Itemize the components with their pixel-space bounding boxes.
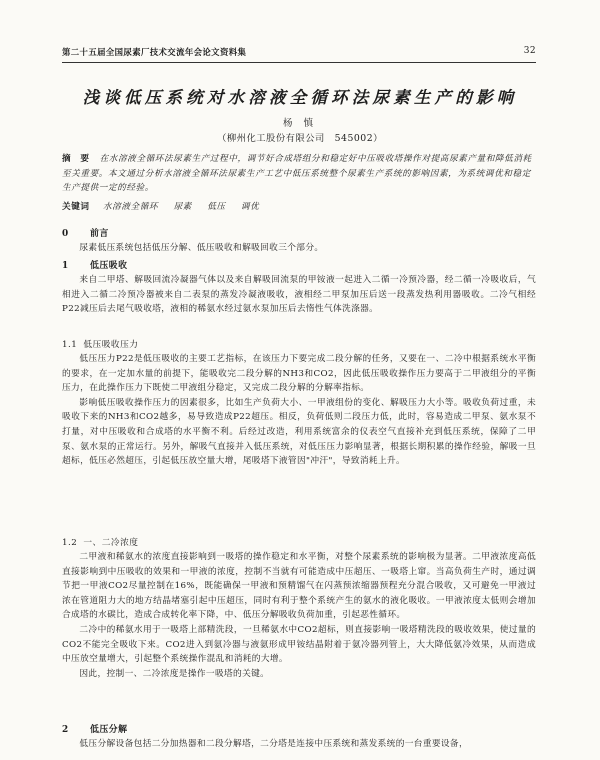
subsection-title: 低压吸收压力 xyxy=(83,340,139,350)
running-head xyxy=(62,46,536,63)
paragraph: 尿素低压系统包括低压分解、低压吸收和解吸回收三个部分。 xyxy=(79,243,324,253)
subsection-number: 1.1 xyxy=(62,340,78,350)
paragraph: 二冷中的稀氨水用于一吸塔上部精洗段，一旦稀氨水中CO2超标，则直接影响一吸塔精洗段的吸收效果，使过量的CO2不能完全吸收下来。CO2进入到氨冷器与液氨形成甲铵结晶附着于氨冷器列管上，大大降低氨冷效果，从而造成中压放空量增大，引起整个系统操作混乱和消耗的大增。 xyxy=(62,624,536,665)
paragraph: 低压分解设备包括二分加热器和二段分解塔，二分塔是连接中压系统和蒸发系统的一台重要设备， xyxy=(79,739,469,749)
author: 杨 慎 xyxy=(282,118,318,129)
keyword: 低压 xyxy=(207,202,226,212)
subsection-heading xyxy=(62,338,138,350)
subsection-body xyxy=(62,352,536,469)
section-body xyxy=(62,241,536,256)
paper-title: 浅谈低压系统对水溶液全循环法尿素生产的影响 xyxy=(82,88,518,107)
section-body xyxy=(62,273,536,317)
paragraph: 因此，控制一、二冷浓度是操作一吸塔的关键。 xyxy=(79,668,270,679)
section-heading xyxy=(62,226,109,239)
abstract-text: 在水溶液全循环法尿素生产过程中，调节好合成塔组分和稳定好中压吸收塔操作对提高尿素产量和降低消耗至关重要。本文通过分析水溶液全循环法尿素生产工艺中低压系统整个尿素生产系统的影响因素，为系统调优和稳定生产提供一定的经验。 xyxy=(62,154,532,193)
page-number: 32 xyxy=(523,46,536,56)
subsection-body xyxy=(62,550,536,681)
keyword: 调优 xyxy=(240,202,260,212)
paragraph: 影响低压吸收操作压力的因素很多，比如生产负荷大小、一甲液组份的变化、解吸压力大小等。吸收负荷过重，未吸收下来的NH3和CO2越多，易导致造成P22超压。相反，负荷低则二段压力低，此时，容易造成二甲泵、氨水泵不打量，对中压吸收和合成塔的水平衡不利。后经过改造，利用系统富余的仪表空气直接补充到低压系统，保障了二甲泵、氨水泵的正常运行。另外，解吸气直接并入低压系统，对低压压力影响显著，根据长期积累的操作经验，解吸一旦超标，低压必然超压，引起低压放空量大增，尾吸塔下液管因"冲汗"，导致消耗上升。 xyxy=(62,397,536,467)
keyword: 尿素 xyxy=(173,202,192,212)
section-title: 前言 xyxy=(90,229,109,239)
affiliation: （柳州化工股份有限公司 545002） xyxy=(217,133,383,144)
keyword: 水溶液全循环 xyxy=(102,202,159,212)
section-number: 1 xyxy=(62,261,69,271)
section-body xyxy=(62,737,536,752)
running-head-text: 第二十五届全国尿素厂技术交流年会论文资料集 xyxy=(62,47,247,57)
section-title: 低压吸收 xyxy=(90,261,128,271)
subsection-number: 1.2 xyxy=(62,538,78,548)
abstract-label: 摘 要 xyxy=(62,154,90,164)
subsection-heading xyxy=(62,536,138,548)
subsection-title: 一、二冷浓度 xyxy=(83,538,139,548)
keywords-label: 关键词 xyxy=(62,202,90,212)
section-number: 0 xyxy=(62,229,69,239)
keywords xyxy=(62,200,536,212)
section-heading xyxy=(62,722,128,735)
section-title: 低压分解 xyxy=(90,725,128,735)
abstract xyxy=(62,152,536,196)
section-heading xyxy=(62,258,128,271)
paragraph: 二甲液和稀氨水的浓度直接影响到一吸塔的操作稳定和水平衡，对整个尿素系统的影响极为显著。二甲液浓度高低直接影响到中压吸收的效果和一甲液的浓度，控制不当就有可能造成中压超压、一吸塔上窜。当高负荷生产时，通过调节把一甲液CO2尽量控制在16%，既能确保一甲液和预精馏气在闪蒸预浓缩器预程充分混合吸收，又可避免一甲液过浓在管道阻力大的地方结晶堵塞引起中压超压，同时有利于整个系统产生的氨水的液化吸收。一甲液浓度太低则会增加合成塔的水碳比，造成合成转化率下降，中、低压分解吸收负荷加重，引起恶性循环。 xyxy=(62,552,536,621)
paragraph: 低压压力P22是低压吸收的主要工艺指标，在该压力下要完成二段分解的任务，又要在一、二冷中根据系统水平衡的要求，在一定加水量的前提下，能吸收完二段分解的NH3和CO2，因此低压吸收操作压力要高于二甲液组分的平衡压力，在此操作压力下既使二甲液组分稳定，又完成二段分解的分解率指标。 xyxy=(62,354,536,394)
paragraph: 来自二甲塔、解吸回流冷凝器气体以及来自解吸回流泵的甲铵液一起进入二循一冷预冷器，经二循一冷吸收后，气相进入二循二冷预冷器被来自二表泵的蒸发冷凝液吸收，液相经二甲泵加压后送一段蒸发热利用器吸收。二冷气相经P22减压后去尾气吸收塔，液相的稀氨水经过氨水泵加压后去惰性气体洗涤器。 xyxy=(62,275,536,315)
section-number: 2 xyxy=(62,725,69,735)
